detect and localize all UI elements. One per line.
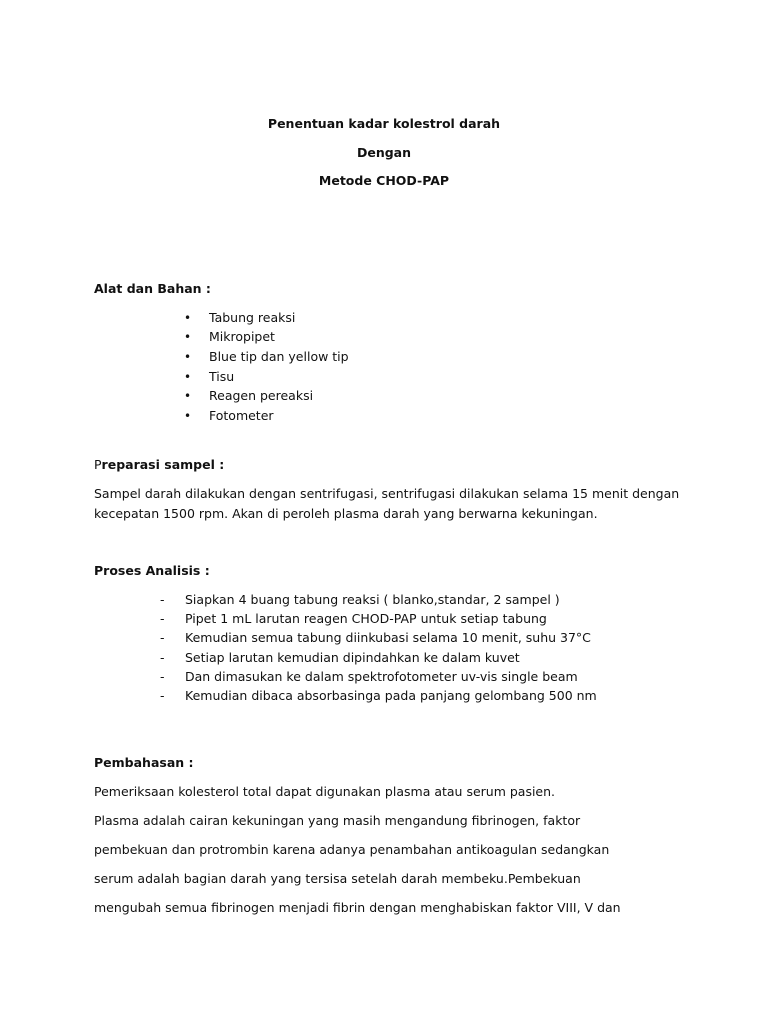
pembahasan-line: mengubah semua fibrinogen menjadi fibrin dengan menghabiskan faktor VIII, V dan: [94, 900, 621, 915]
alat-item-label: Mikropipet: [209, 329, 275, 344]
alat-item: [184, 349, 349, 364]
preparasi-heading: [94, 457, 224, 472]
title-line-3: Metode CHOD-PAP: [318, 173, 450, 188]
bullet-icon: •: [184, 409, 192, 423]
alat-item-label: Fotometer: [209, 408, 274, 423]
alat-item: [184, 329, 275, 344]
proses-item-label: Kemudian dibaca absorbasinga pada panjang gelombang 500 nm: [185, 688, 597, 703]
bullet-icon: •: [184, 370, 192, 384]
alat-item: [184, 388, 313, 403]
pembahasan-line: serum adalah bagian darah yang tersisa setelah darah membeku.Pembekuan: [94, 871, 581, 886]
preparasi-heading-prefix: P: [94, 457, 102, 472]
dash-icon: -: [160, 650, 165, 665]
alat-item: [184, 408, 274, 423]
pembahasan-heading: Pembahasan :: [94, 755, 194, 770]
preparasi-heading-rest: reparasi sampel :: [101, 457, 225, 472]
pembahasan-line: pembekuan dan protrombin karena adanya penambahan antikoagulan sedangkan: [94, 842, 610, 857]
bullet-icon: •: [184, 350, 192, 364]
proses-item-label: Setiap larutan kemudian dipindahkan ke dalam kuvet: [185, 650, 520, 665]
alat-item-label: Blue tip dan yellow tip: [209, 349, 349, 364]
proses-item: [160, 669, 578, 684]
proses-item: [160, 630, 591, 645]
dash-icon: -: [160, 688, 165, 703]
proses-item-label: Siapkan 4 buang tabung reaksi ( blanko,standar, 2 sampel ): [185, 592, 560, 607]
pembahasan-line: Plasma adalah cairan kekuningan yang masih mengandung fibrinogen, faktor: [94, 813, 581, 828]
dash-icon: -: [160, 592, 165, 607]
alat-item-label: Reagen pereaksi: [209, 388, 314, 403]
alat-item-label: Tisu: [209, 369, 235, 384]
title-line-2: Dengan: [356, 145, 412, 160]
bullet-icon: •: [184, 330, 192, 344]
alat-heading: Alat dan Bahan :: [94, 281, 211, 296]
alat-item-label: Tabung reaksi: [209, 310, 296, 325]
proses-item: [160, 611, 547, 626]
proses-item-label: Pipet 1 mL larutan reagen CHOD-PAP untuk setiap tabung: [185, 611, 547, 626]
proses-item: [160, 650, 520, 665]
alat-item: [184, 310, 295, 325]
proses-heading: Proses Analisis :: [94, 563, 210, 578]
bullet-icon: •: [184, 311, 192, 325]
dash-icon: -: [160, 630, 165, 645]
proses-item: [160, 688, 597, 703]
proses-item: [160, 592, 560, 607]
preparasi-line: Sampel darah dilakukan dengan sentrifugasi, sentrifugasi dilakukan selama 15 menit dengan: [94, 486, 680, 501]
dash-icon: -: [160, 611, 165, 626]
pembahasan-line: Pemeriksaan kolesterol total dapat digunakan plasma atau serum pasien.: [94, 784, 556, 799]
title-line-1: Penentuan kadar kolestrol darah: [267, 116, 501, 131]
preparasi-line: kecepatan 1500 rpm. Akan di peroleh plasma darah yang berwarna kekuningan.: [94, 506, 598, 521]
bullet-icon: •: [184, 389, 192, 403]
proses-item-label: Dan dimasukan ke dalam spektrofotometer uv-vis single beam: [185, 669, 578, 684]
dash-icon: -: [160, 669, 165, 684]
proses-item-label: Kemudian semua tabung diinkubasi selama 10 menit, suhu 37°C: [185, 630, 591, 645]
alat-item: [184, 369, 234, 384]
